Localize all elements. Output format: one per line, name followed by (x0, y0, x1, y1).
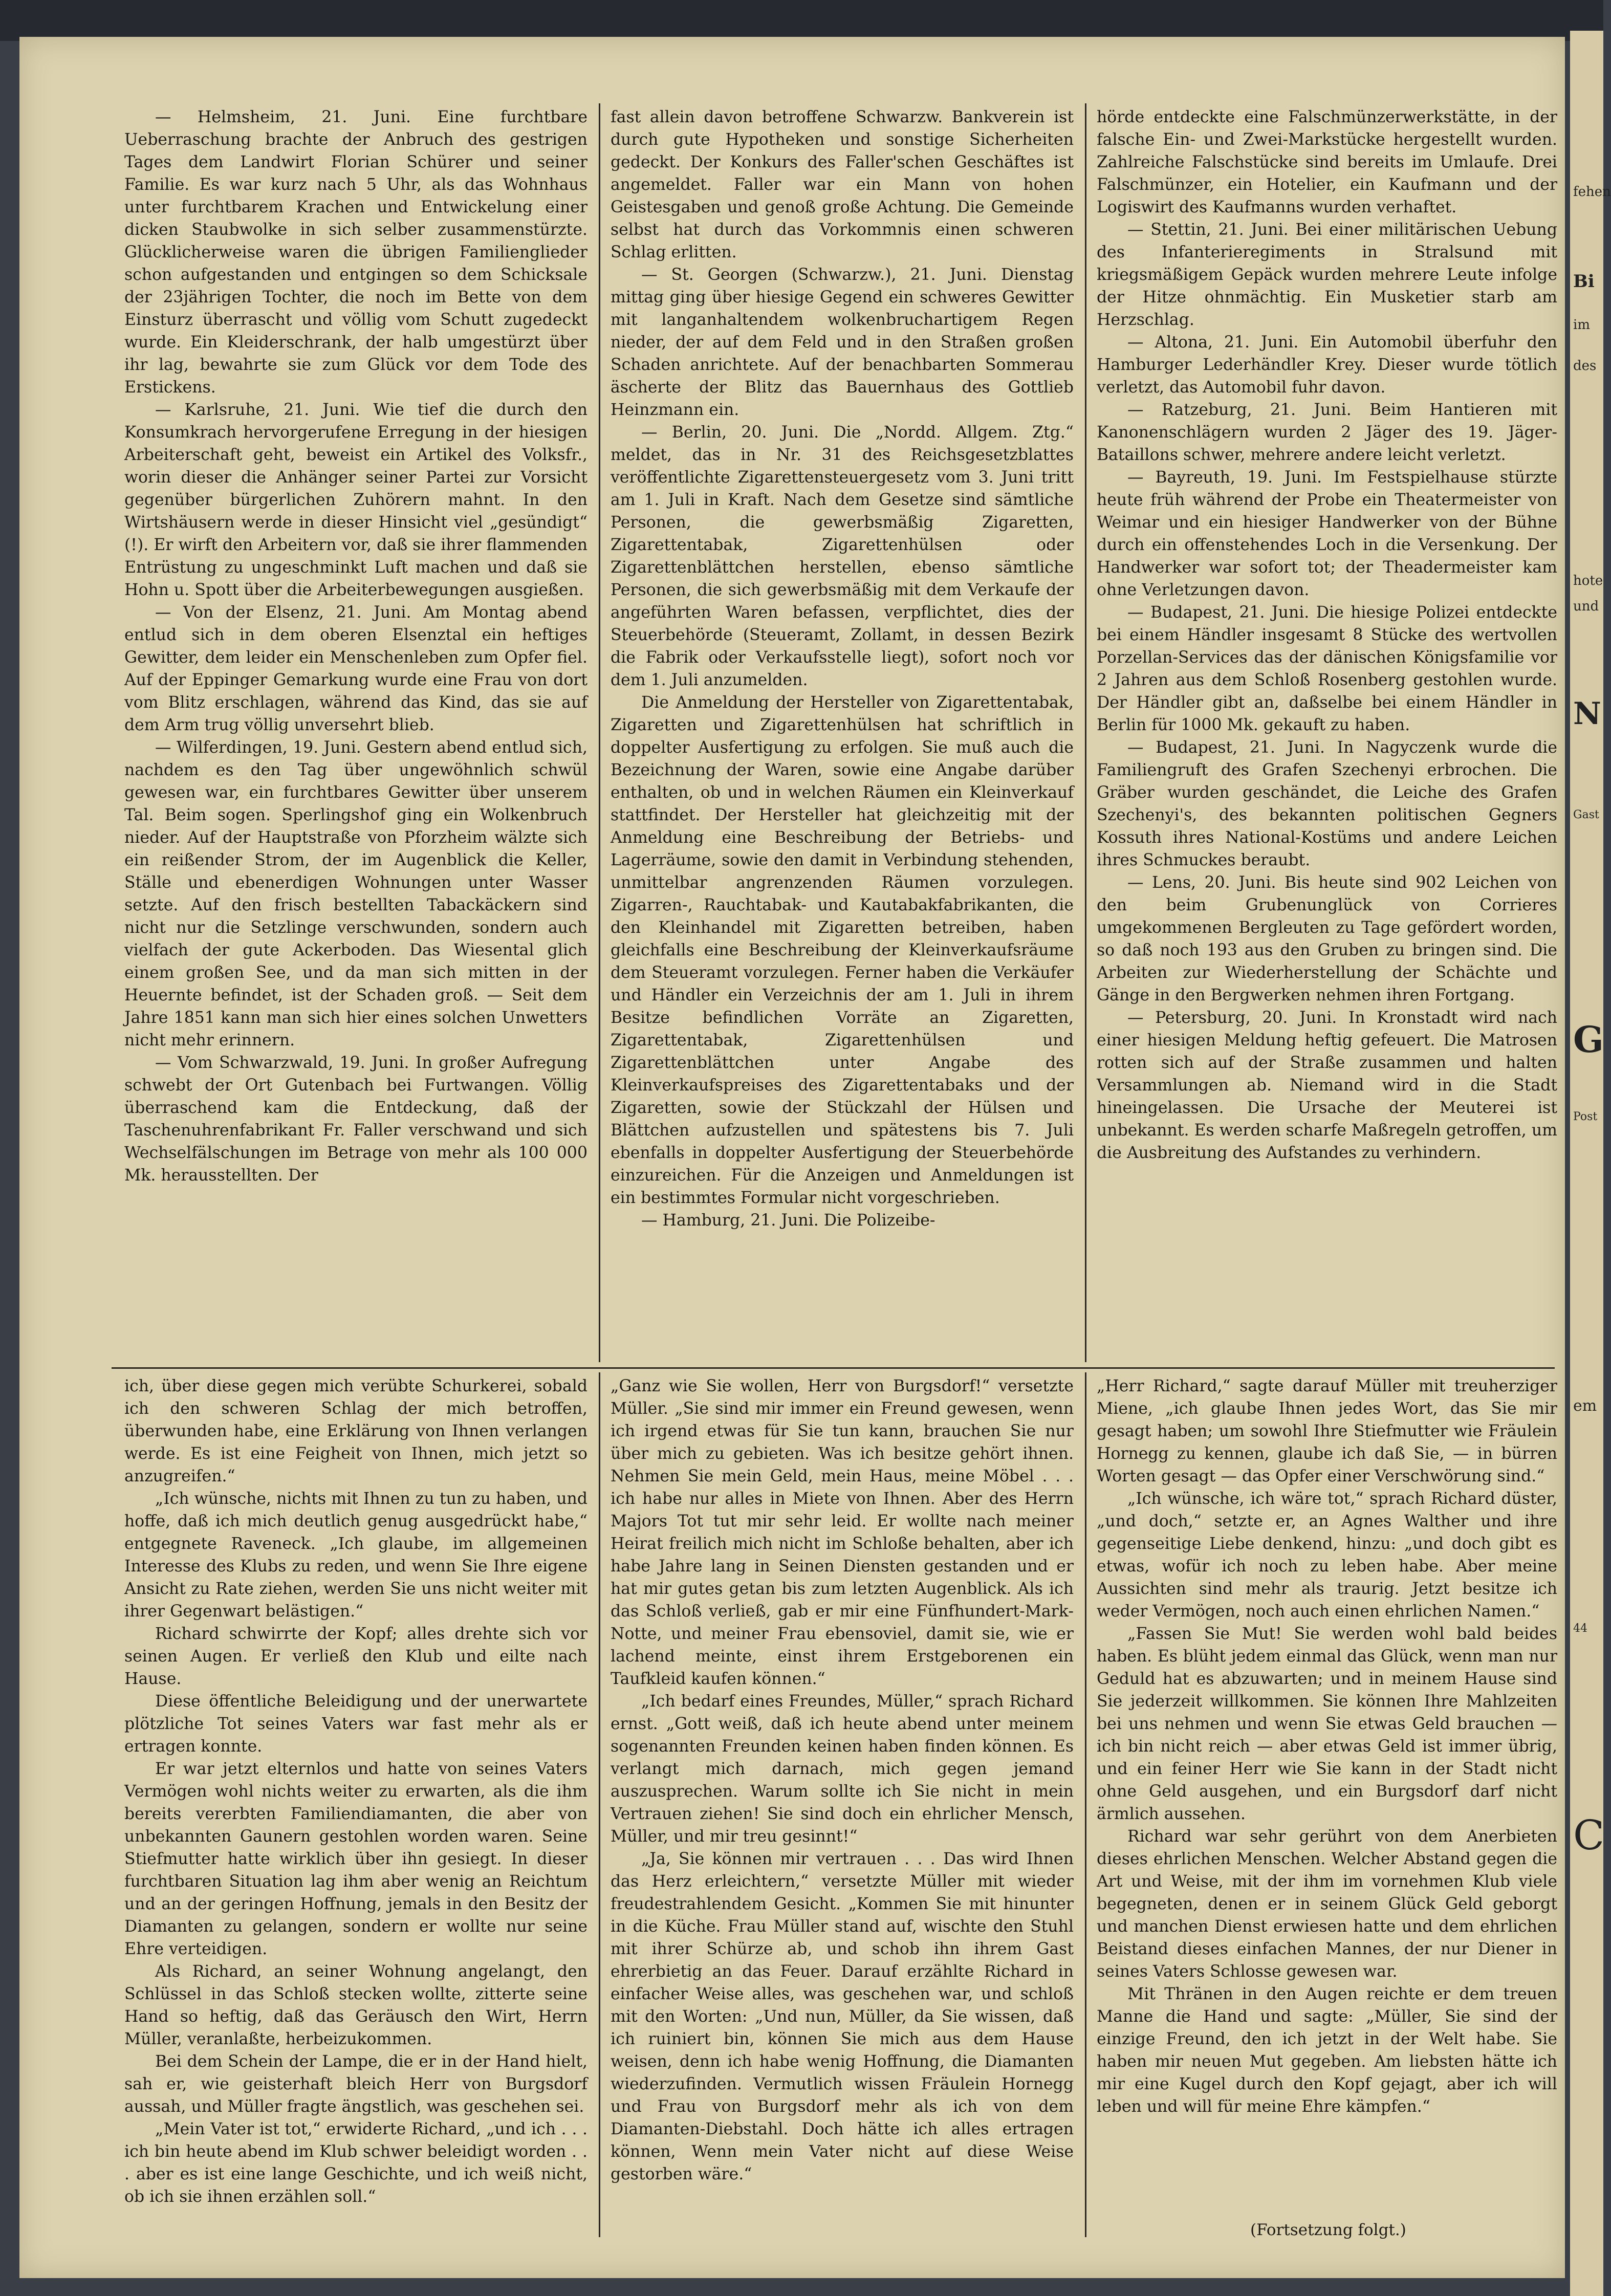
paragraph: — Stettin, 21. Juni. Bei einer militärischen Uebung des Infanterieregiments in Stralsund mit kriegsmäßigem Gepäck wurden mehrere Leute infolge der Hitze ohnmächtig. Ein Musketier starb am Herzschlag. (1097, 221, 1557, 329)
column-divider (1085, 103, 1086, 1362)
paragraph: — Karlsruhe, 21. Juni. Wie tief die durch den Konsumkrach hervorgerufene Erregung in der hiesigen Arbeiterschaft geht, beweist ein Artikel des Volksfr., worin dieser die Anhänger seiner Partei zur Vorsicht gegenüber bürgerlichen Zuhörern mahnt. In den Wirtshäusern werde in dieser Hinsicht viel „gesündigt“ (!). Er wirft den Arbeitern vor, daß sie ihrer flammenden Entrüstung zu ungeschminkt Luft machen und daß sie Hohn u. Spott über die Arbeiterbewegungen ausgießen. (124, 401, 587, 599)
adjacent-fragment: des (1573, 358, 1597, 374)
paragraph: Richard war sehr gerührt von dem Anerbieten dieses ehrlichen Menschen. Welcher Abstand gegen die Art und Weise, mit der ihm im vornehmen Klub viele begegneten, denen er in seinem Glück Geld geborgt und manchen Dienst erwiesen hatte und dem ehrlichen Beistand dieses einfachen Mannes, der nur Diener in seines Vaters Schlosse gewesen war. (1097, 1827, 1557, 1981)
paragraph: — Bayreuth, 19. Juni. Im Festspielhause stürzte heute früh während der Probe ein Theatermeister von Weimar und ein hiesiger Handwerker von der Bühne durch ein offenstehendes Loch in die Versenkung. Der Handwerker war sofort tot; der Theadermeister kam ohne Verletzungen davon. (1097, 468, 1557, 599)
paragraph: „Herr Richard,“ sagte darauf Müller mit treuherziger Miene, „ich glaube Ihnen jedes Wort, das Sie mir gesagt haben; um sowohl Ihre Stiefmutter wie Fräulein Hornegg zu kennen, glaube ich daß Sie, — in bürren Worten gesagt — das Opfer einer Verschwörung sind.“ (1097, 1377, 1557, 1485)
paragraph: ich, über diese gegen mich verübte Schurkerei, sobald ich den schweren Schlag der mich betroffen, überwunden habe, eine Erklärung von Ihnen verlangen werde. Es ist eine Feigheit von Ihnen, mich jetzt so anzugreifen.“ (124, 1377, 587, 1485)
adjacent-fragment: Gast (1573, 808, 1599, 821)
paragraph: „Mein Vater ist tot,“ erwiderte Richard, „und ich . . . ich bin heute abend im Klub schwer beleidigt worden . . . aber es ist eine lange Geschichte, und ich weiß nicht, ob ich sie ihnen erzählen soll.“ (124, 2120, 587, 2206)
paragraph: „Ich wünsche, ich wäre tot,“ sprach Richard düster, „und doch,“ setzte er, an Agnes Walther und ihre gegenseitige Liebe denkend, hinzu: „und doch gibt es etwas, wofür ich noch zu leben habe. Aber meine Aussichten sind mehr als traurig. Jetzt besitze ich weder Vermögen, noch auch einen ehrlichen Namen.“ (1097, 1490, 1557, 1621)
paragraph: Richard schwirrte der Kopf; alles drehte sich vor seinen Augen. Er verließ den Klub und eilte nach Hause. (124, 1625, 587, 1688)
paragraph: Er war jetzt elternlos und hatte von seines Vaters Vermögen wohl nichts weiter zu erwarten, als die ihm bereits vererbten Familiendiamanten, die aber von unbekannten Gaunern gestohlen worden waren. Seine Stiefmutter hatte wirklich über ihn gesiegt. In dieser furchtbaren Situation lag ihm aber wenig an Reichtum und an der geringen Hoffnung, jemals in den Besitz der Diamanten zu gelangen, sondern er wollte nur seine Ehre verteidigen. (124, 1760, 587, 1958)
paragraph: — Altona, 21. Juni. Ein Automobil überfuhr den Hamburger Lederhändler Krey. Dieser wurde tötlich verletzt, das Automobil fuhr davon. (1097, 333, 1557, 397)
news-column-3 (1097, 106, 1557, 1357)
column-divider (599, 1372, 600, 2237)
feuilleton-separator-line (112, 1367, 1555, 1369)
column-divider (1085, 1372, 1086, 2237)
paragraph: Die Anmeldung der Hersteller von Zigarettentabak, Zigaretten und Zigarettenhülsen hat schriftlich in doppelter Ausfertigung zu erfolgen. Sie muß auch die Bezeichnung der Waren, sowie eine Angabe darüber enthalten, ob und in welchen Räumen ein Kleinverkauf stattfindet. Der Hersteller hat gleichzeitig mit der Anmeldung eine Beschreibung der Betriebs- und Lagerräume, sowie den damit in Verbindung stehenden, unmittelbar angrenzenden Räumen vorzulegen. Zigarren-, Rauchtabak- und Kautabakfabrikanten, die den Kleinhandel mit Zigaretten betreiben, haben gleichfalls eine Beschreibung der Kleinverkaufsräume dem Steueramt vorzulegen. Ferner haben die Verkäufer und Händler ein Verzeichnis der am 1. Juli in ihrem Besitze befindlichen Vorräte an Zigaretten, Zigarettentabak, Zigarettenhülsen und Zigarettenblättchen unter Angabe des Kleinverkaufspreises des Zigarettentabaks und der Zigaretten, sowie der Stückzahl der Hülsen und Blättchen aufzustellen und spätestens bis 7. Juli ebenfalls in doppelter Ausfertigung der Steuerbehörde einzureichen. Für die Anzeigen und Anmeldungen ist ein bestimmtes Formular nicht vorgeschrieben. (611, 693, 1074, 1207)
paragraph: „Ganz wie Sie wollen, Herr von Burgsdorf!“ versetzte Müller. „Sie sind mir immer ein Freund gewesen, wenn ich irgend etwas für Sie tun kann, brauchen Sie nur über mich zu gebieten. Was ich besitze gehört ihnen. Nehmen Sie mein Geld, mein Haus, meine Möbel . . . ich habe nur alles in Miete von Ihnen. Aber des Herrn Majors Tot tut mir sehr leid. Er wollte nach meiner Heirat freilich mich nicht im Schloße behalten, aber ich habe Jahre lang in Seinen Diensten gestanden und er hat mir gutes getan bis zum letzten Augenblick. Als ich das Schloß verließ, gab er mir eine Fünfhundert-Mark-Notte, und meiner Frau ebensoviel, damit sie, wie er lachend meinte, einst ihrem Erstgeborenen ein Taufkleid kaufen können.“ (611, 1377, 1074, 1688)
paragraph: Mit Thränen in den Augen reichte er dem treuen Manne die Hand und sagte: „Müller, Sie sind der einzige Freund, den ich jetzt in der Welt habe. Sie haben mir neuen Mut gegeben. Am liebsten hätte ich mir eine Kugel durch den Kopf gejagt, aber ich will leben und will für meine Ehre kämpfen.“ (1097, 1985, 1557, 2116)
adjacent-fragment: em (1573, 1397, 1597, 1415)
paragraph: — Petersburg, 20. Juni. In Kronstadt wird nach einer hiesigen Meldung heftig gefeuert. Die Matrosen rotten sich auf der Straße zusammen und halten Versammlungen ab. Niemand wird in die Stadt hineingelassen. Die Ursache der Meuterei ist unbekannt. Es werden scharfe Maßregeln getroffen, um die Ausbreitung des Aufstandes zu verhindern. (1097, 1009, 1557, 1162)
scanner-background (0, 0, 1603, 41)
paragraph: — Budapest, 21. Juni. Die hiesige Polizei entdeckte bei einem Händler insgesamt 8 Stücke des wertvollen Porzellan-Services das der dänischen Königsfamilie vor 2 Jahren aus dem Schloß Rosenberg gestohlen wurde. Der Händler gibt an, daßselbe bei einem Händler in Berlin für 1000 Mk. gekauft zu haben. (1097, 603, 1557, 734)
paragraph: fast allein davon betroffene Schwarzw. Bankverein ist durch gute Hypotheken und sonstige Sicherheiten gedeckt. Der Konkurs des Faller'schen Geschäftes ist angemeldet. Faller war ein Mann von hohen Geistesgaben und genoß große Achtung. Die Gemeinde selbst hat durch das Vorkommnis einen schweren Schlag erlitten. (611, 108, 1074, 261)
news-column-1 (124, 106, 587, 1357)
paragraph: — Ratzeburg, 21. Juni. Beim Hantieren mit Kanonenschlägern wurden 2 Jäger des 19. Jäger-Bataillons schwer, mehrere andere leicht verletzt. (1097, 401, 1557, 464)
paragraph: Diese öffentliche Beleidigung und der unerwartete plötzliche Tot seines Vaters war fast mehr als er ertragen konnte. (124, 1692, 587, 1756)
adjacent-fragment: hote (1573, 573, 1603, 588)
adjacent-fragment: N (1573, 696, 1601, 732)
story-column-3 (1097, 1375, 1557, 2214)
paragraph: Bei dem Schein der Lampe, die er in der Hand hielt, sah er, wie geisterhaft bleich Herr von Burgsdorf aussah, und Müller fragte ängstlich, was geschehen sei. (124, 2052, 587, 2116)
paragraph: hörde entdeckte eine Falschmünzerwerkstätte, in der falsche Ein- und Zwei-Markstücke hergestellt wurden. Zahlreiche Falschstücke sind bereits im Umlaufe. Drei Falschmünzer, ein Hotelier, ein Kaufmann und der Logiswirt des Kaufmanns wurden verhaftet. (1097, 108, 1557, 216)
story-column-1 (124, 1375, 587, 2214)
paragraph: — Budapest, 21. Juni. In Nagyczenk wurde die Familiengruft des Grafen Szechenyi erbrochen. Die Gräber wurden geschändet, die Leiche des Grafen Szechenyi's, des bekannten politischen Gegners Kossuth ihres National-Kostüms und andere Leichen ihres Schmuckes beraubt. (1097, 738, 1557, 869)
paragraph: — St. Georgen (Schwarzw.), 21. Juni. Dienstag mittag ging über hiesige Gegend ein schweres Gewitter mit langanhaltendem wolkenbruchartigem Regen nieder, der auf dem Feld und in den Straßen großen Schaden anrichtete. Auf der benachbarten Sommerau äscherte der Blitz das Bauernhaus des Gottlieb Heinzmann ein. (611, 266, 1074, 419)
adjacent-page-edge (1570, 31, 1611, 2296)
adjacent-fragment: C (1573, 1811, 1605, 1859)
paragraph: — Vom Schwarzwald, 19. Juni. In großer Aufregung schwebt der Ort Gutenbach bei Furtwangen. Völlig überraschend kam die Entdeckung, daß der Taschenuhrenfabrikant Fr. Faller verschwand und sich Wechselfälschungen im Betrage von mehr als 100 000 Mk. herausstellten. Der (124, 1054, 587, 1185)
paragraph: „Fassen Sie Mut! Sie werden wohl bald beides haben. Es blüht jedem einmal das Glück, wenn man nur Geduld hat es abzuwarten; und in meinem Hause sind Sie jederzeit willkommen. Sie können Ihre Mahlzeiten bei uns nehmen und wenn Sie etwas Geld brauchen — ich bin nicht reich — aber etwas Geld ist immer übrig, und ein feiner Herr wie Sie kann in der Stadt nicht ohne Geld ausgehen, und ein Burgsdorf darf nicht ärmlich aussehen. (1097, 1625, 1557, 1823)
paragraph: — Helmsheim, 21. Juni. Eine furchtbare Ueberraschung brachte der Anbruch des gestrigen Tages dem Landwirt Florian Schürer und seiner Familie. Es war kurz nach 5 Uhr, als das Wohnhaus unter furchtbarem Krachen und Entwickelung einer dicken Staubwolke in sich selber zusammenstürzte. Glücklicherweise waren die übrigen Familienglieder schon aufgestanden und entgingen so dem Schicksale der 23jährigen Tochter, die noch im Bette von dem Einsturz überrascht und völlig vom Schutt zugedeckt wurde. Ein Kleiderschrank, der halb umgestürzt über ihr lag, bewahrte sie zum Glück vor dem Tode des Erstickens. (124, 108, 587, 397)
paragraph: — Hamburg, 21. Juni. Die Polizeibe- (641, 1211, 935, 1230)
paragraph: Als Richard, an seiner Wohnung angelangt, den Schlüssel in das Schloß stecken wollte, zitterte seine Hand so heftig, daß das Geräusch den Wirt, Herrn Müller, veranlaßte, herbeizukommen. (124, 1962, 587, 2048)
adjacent-fragment: im (1573, 317, 1590, 333)
paragraph: „Ja, Sie können mir vertrauen . . . Das wird Ihnen das Herz erleichtern,“ versetzte Müller mit wieder freudestrahlendem Gesicht. „Kommen Sie mit hinunter in die Küche. Frau Müller stand auf, wischte den Stuhl mit ihrer Schürze ab, und schob ihn ihrem Gast ehrerbietig an das Feuer. Darauf erzählte Richard in einfacher Weise alles, was geschehen war, und schloß mit den Worten: „Und nun, Müller, da Sie wissen, daß ich ruiniert bin, können Sie mich aus dem Hause weisen, denn ich habe wenig Hoffnung, die Diamanten wiederzufinden. Vermutlich wissen Fräulein Hornegg und Frau von Burgsdorf mehr als ich von dem Diamanten-Diebstahl. Doch hätte ich alles ertragen können, Wenn mein Vater nicht auf diese Weise gestorben wäre.“ (611, 1850, 1074, 2183)
paragraph: — Berlin, 20. Juni. Die „Nordd. Allgem. Ztg.“ meldet, das in Nr. 31 des Reichsgesetzblattes veröffentlichte Zigarettensteuergesetz vom 3. Juni tritt am 1. Juli in Kraft. Nach dem Gesetze sind sämtliche Personen, die gewerbsmäßig Zigaretten, Zigarettentabak, Zigarettenhülsen oder Zigarettenblättchen herstellen, ebenso sämtliche Personen, die sich gewerbsmäßig mit dem Verkaufe der angeführten Waren befassen, verpflichtet, dies der Steuerbehörde (Steueramt, Zollamt, in dessen Bezirk die Fabrik oder Verkaufsstelle liegt), sofort noch vor dem 1. Juli anzumelden. (611, 423, 1074, 689)
paragraph: „Ich bedarf eines Freundes, Müller,“ sprach Richard ernst. „Gott weiß, daß ich heute abend unter meinem sogenannten Freunden keinen haben finden können. Es verlangt mich darnach, mich gegen jemand auszusprechen. Warum sollte ich Sie nicht in mein Vertrauen ziehen! Sie sind doch ein ehrlicher Mensch, Müller, und mir treu gesinnt!“ (611, 1692, 1074, 1846)
story-column-2 (611, 1375, 1074, 2214)
paragraph: — Lens, 20. Juni. Bis heute sind 902 Leichen von den beim Grubenunglück von Corrieres umgekommenen Bergleuten zu Tage gefördert worden, so daß noch 193 aus den Gruben zu bringen sind. Die Arbeiten zur Wiederherstellung der Schächte und Gänge in den Bergwerken nehmen ihren Fortgang. (1097, 873, 1557, 1004)
paragraph: — Wilferdingen, 19. Juni. Gestern abend entlud sich, nachdem es den Tag über ungewöhnlich schwül gewesen war, ein furchtbares Gewitter über unserem Tal. Beim sogen. Sperlingshof ging ein Wolkenbruch nieder. Auf der Hauptstraße von Pforzheim wälzte sich ein reißender Strom, der im Augenblick die Keller, Ställe und ebenerdigen Wohnungen unter Wasser setzte. Auf den frisch bestellten Tabackäckern sind nicht nur die Setzlinge verschwunden, sondern auch vielfach der gute Ackerboden. Das Wiesental glich einem großen See, und da man sich mitten in der Heuernte befindet, ist der Schaden groß. — Seit dem Jahre 1851 kann man sich hier eines solchen Unwetters nicht mehr erinnern. (124, 738, 587, 1049)
newspaper-page (19, 37, 1565, 2278)
adjacent-fragment: und (1573, 599, 1599, 614)
adjacent-fragment: G (1573, 1018, 1604, 1061)
continued-notice: (Fortsetzung folgt.) (1250, 2221, 1406, 2239)
news-column-2 (611, 106, 1074, 1357)
adjacent-fragment: Post (1573, 1110, 1598, 1123)
paragraph: — Von der Elsenz, 21. Juni. Am Montag abend entlud sich in dem oberen Elsenztal ein heftiges Gewitter, dem leider ein Menschenleben zum Opfer fiel. Auf der Eppinger Gemarkung wurde eine Frau von dort vom Blitz erschlagen, während das Kind, das sie auf dem Arm trug völlig unversehrt blieb. (124, 603, 587, 734)
adjacent-fragment: fehen (1573, 184, 1611, 200)
paragraph: „Ich wünsche, nichts mit Ihnen zu tun zu haben, und hoffe, daß ich mich deutlich genug ausgedrückt habe,“ entgegnete Raveneck. „Ich glaube, im allgemeinen Interesse des Klubs zu reden, und wenn Sie Ihre eigene Ansicht zu Rate ziehen, werden Sie uns nicht weiter mit ihrer Gegenwart belästigen.“ (124, 1490, 587, 1621)
adjacent-fragment: 44 (1573, 1622, 1587, 1635)
adjacent-fragment: Bi (1573, 271, 1595, 292)
column-divider (599, 103, 600, 1362)
